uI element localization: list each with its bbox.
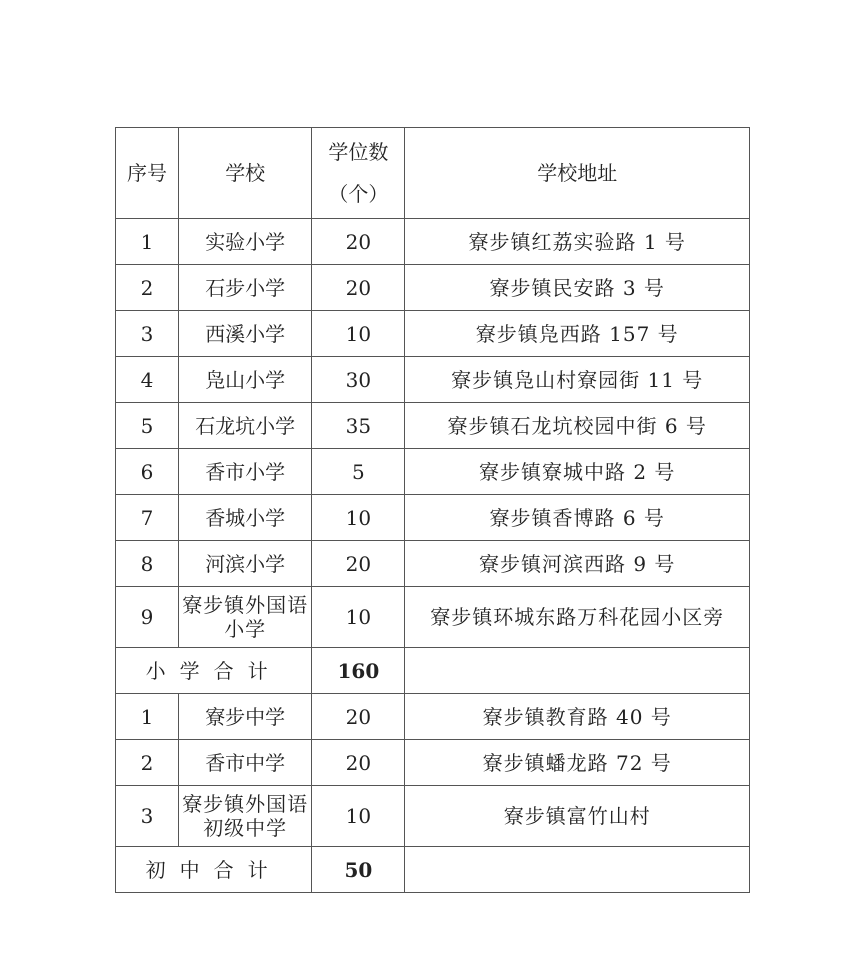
table-row: [116, 786, 750, 847]
row-school-line2: 初级中学: [203, 816, 288, 840]
primary-total-empty: [405, 648, 750, 694]
row-seats: 20: [312, 219, 405, 265]
row-school-line1: 寮步镇外国语: [182, 593, 309, 617]
row-school: 河滨小学: [179, 541, 312, 587]
row-school: 香城小学: [179, 495, 312, 541]
school-seats-table: [115, 127, 750, 893]
row-school: 石步小学: [179, 265, 312, 311]
middle-total-value: 50: [312, 847, 405, 893]
row-address: 寮步镇教育路 40 号: [405, 694, 750, 740]
row-address: 寮步镇凫山村寮园街 11 号: [405, 357, 750, 403]
row-address: 寮步镇凫西路 157 号: [405, 311, 750, 357]
row-school: 寮步中学: [179, 694, 312, 740]
row-address: 寮步镇红荔实验路 1 号: [405, 219, 750, 265]
row-seats: 35: [312, 403, 405, 449]
table-row: [116, 541, 750, 587]
row-school: [179, 587, 312, 648]
table-row: [116, 694, 750, 740]
header-seats: [312, 128, 405, 219]
row-no: 3: [116, 786, 179, 847]
row-seats: 30: [312, 357, 405, 403]
middle-total-label: 初中合计: [116, 847, 312, 893]
row-school-line1: 寮步镇外国语: [182, 792, 309, 816]
middle-total-empty: [405, 847, 750, 893]
row-seats: 20: [312, 740, 405, 786]
row-seats: 10: [312, 587, 405, 648]
row-school: 石龙坑小学: [179, 403, 312, 449]
header-school: 学校: [179, 128, 312, 219]
table-row: [116, 403, 750, 449]
row-address: 寮步镇富竹山村: [405, 786, 750, 847]
row-seats: 10: [312, 786, 405, 847]
primary-total-value: 160: [312, 648, 405, 694]
row-no: 1: [116, 694, 179, 740]
row-school: 实验小学: [179, 219, 312, 265]
table-row: [116, 587, 750, 648]
row-address: 寮步镇香博路 6 号: [405, 495, 750, 541]
row-address: 寮步镇寮城中路 2 号: [405, 449, 750, 495]
row-address: 寮步镇石龙坑校园中街 6 号: [405, 403, 750, 449]
row-seats: 20: [312, 541, 405, 587]
table-row: [116, 357, 750, 403]
header-row: [116, 128, 750, 219]
row-no: 2: [116, 265, 179, 311]
row-seats: 20: [312, 694, 405, 740]
table-row: [116, 495, 750, 541]
row-no: 9: [116, 587, 179, 648]
header-no: 序号: [116, 128, 179, 219]
row-school: 香市中学: [179, 740, 312, 786]
row-no: 1: [116, 219, 179, 265]
table-row: [116, 265, 750, 311]
row-no: 3: [116, 311, 179, 357]
row-seats: 5: [312, 449, 405, 495]
row-address: 寮步镇民安路 3 号: [405, 265, 750, 311]
header-seats-line2: （个）: [328, 182, 389, 206]
row-seats: 10: [312, 495, 405, 541]
table-row: [116, 740, 750, 786]
primary-total-label: 小学合计: [116, 648, 312, 694]
row-school: 西溪小学: [179, 311, 312, 357]
row-school: 凫山小学: [179, 357, 312, 403]
table-row: [116, 311, 750, 357]
row-school-line2: 小学: [224, 617, 267, 641]
row-no: 8: [116, 541, 179, 587]
row-no: 6: [116, 449, 179, 495]
middle-total-row: [116, 847, 750, 893]
row-address: 寮步镇河滨西路 9 号: [405, 541, 750, 587]
row-no: 2: [116, 740, 179, 786]
row-seats: 20: [312, 265, 405, 311]
primary-total-row: [116, 648, 750, 694]
row-no: 7: [116, 495, 179, 541]
row-address: 寮步镇环城东路万科花园小区旁: [405, 587, 750, 648]
table-row: [116, 449, 750, 495]
row-address: 寮步镇蟠龙路 72 号: [405, 740, 750, 786]
header-seats-line1: 学位数: [328, 140, 389, 164]
header-address: 学校地址: [405, 128, 750, 219]
row-school: [179, 786, 312, 847]
row-no: 5: [116, 403, 179, 449]
row-seats: 10: [312, 311, 405, 357]
table-row: [116, 219, 750, 265]
row-no: 4: [116, 357, 179, 403]
row-school: 香市小学: [179, 449, 312, 495]
